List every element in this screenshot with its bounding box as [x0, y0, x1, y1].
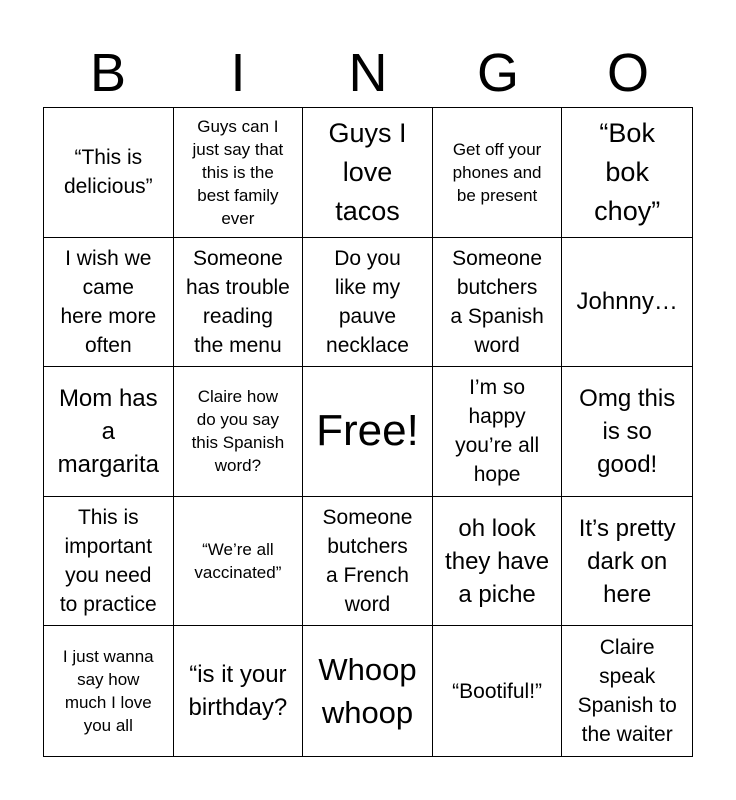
cell-text: Do you like my pauve necklace: [326, 246, 409, 357]
bingo-cell[interactable]: [44, 108, 174, 238]
cell-text: “is it your birthday?: [188, 661, 288, 722]
bingo-cell[interactable]: [174, 238, 304, 368]
cell-text: Someone has trouble reading the menu: [185, 246, 290, 357]
free-space-text: Free!: [316, 406, 419, 456]
cell-text: Claire how do you say this Spanish word?: [191, 387, 285, 476]
bingo-cell[interactable]: [562, 108, 692, 238]
cell-text: “Bok bok choy”: [594, 117, 661, 226]
bingo-header: [43, 40, 693, 106]
bingo-cell[interactable]: [562, 238, 692, 368]
header-letter-n: N: [348, 43, 388, 103]
bingo-cell[interactable]: [433, 626, 563, 756]
cell-text: I’m so happy you’re all hope: [455, 376, 540, 487]
bingo-cell[interactable]: [433, 238, 563, 368]
bingo-cell[interactable]: [303, 238, 433, 368]
cell-text: Johnny…: [576, 288, 678, 316]
cell-text: “Bootiful!”: [452, 679, 543, 703]
bingo-cell[interactable]: [44, 497, 174, 627]
cell-text: It’s pretty dark on here: [578, 514, 676, 608]
cell-text: Claire speak Spanish to the waiter: [577, 636, 677, 747]
cell-text: Someone butchers a Spanish word: [450, 246, 544, 357]
cell-text: Guys I love tacos: [328, 117, 407, 226]
bingo-cell[interactable]: [44, 367, 174, 497]
bingo-cell[interactable]: [433, 108, 563, 238]
cell-text: oh look they have a piche: [445, 514, 550, 608]
cell-text: This is important you need to practice: [59, 506, 157, 617]
bingo-cell[interactable]: [303, 108, 433, 238]
bingo-cell[interactable]: [562, 497, 692, 627]
bingo-cell[interactable]: [44, 238, 174, 368]
bingo-cell[interactable]: [433, 497, 563, 627]
cell-text: “We’re all vaccinated”: [194, 540, 282, 583]
cell-text: Guys can I just say that this is the best family ever: [192, 116, 284, 228]
cell-text: I wish we came here more often: [60, 246, 157, 357]
bingo-cell[interactable]: [174, 626, 304, 756]
cell-text: Omg this is so good!: [579, 384, 676, 478]
bingo-cell[interactable]: [303, 626, 433, 756]
cell-text: “This is delicious”: [63, 146, 153, 199]
bingo-cell[interactable]: [433, 367, 563, 497]
bingo-cell-free[interactable]: [303, 367, 433, 497]
bingo-board: [43, 107, 693, 757]
cell-text: Get off your phones and be present: [452, 139, 542, 205]
header-letter-b: B: [89, 43, 127, 103]
cell-text: Whoop whoop: [318, 652, 417, 731]
header-letter-i: I: [230, 43, 246, 103]
bingo-cell[interactable]: [562, 367, 692, 497]
bingo-cell[interactable]: [562, 626, 692, 756]
cell-text: I just wanna say how much I love you all: [62, 647, 154, 736]
header-letter-o: O: [606, 43, 649, 103]
bingo-cell[interactable]: [303, 497, 433, 627]
cell-text: Someone butchers a French word: [322, 506, 413, 617]
bingo-cell[interactable]: [174, 367, 304, 497]
bingo-cell[interactable]: [44, 626, 174, 756]
cell-text: Mom has a margarita: [57, 384, 159, 478]
header-letter-g: G: [476, 43, 519, 103]
bingo-cell[interactable]: [174, 108, 304, 238]
bingo-cell[interactable]: [174, 497, 304, 627]
